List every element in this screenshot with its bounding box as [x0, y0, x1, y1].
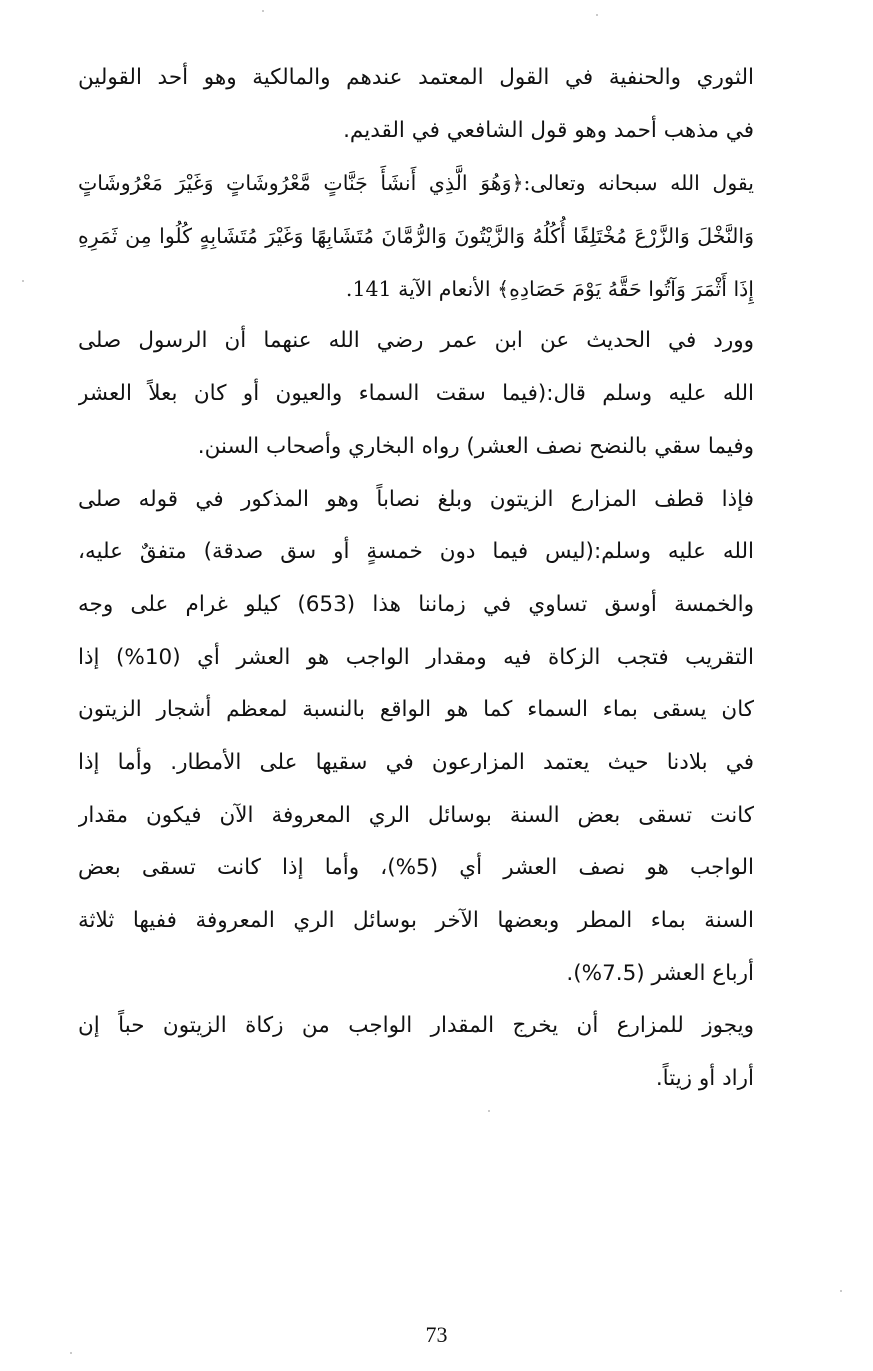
text-line: وورد في الحديث عن ابن عمر رضي الله عنهما أن الرسول صلى	[78, 328, 754, 354]
verse-line: وَالنَّخْلَ وَالزَّرْعَ مُخْتَلِفًا أُكُلُهُ وَالزَّيْتُونَ وَالرُّمَّانَ مُتَشَابِهًا وَغَيْرَ مُتَشَابِهٍ كُلُوا مِن ثَمَرِهِ	[78, 224, 754, 249]
text-line: وفيما سقي بالنضح نصف العشر) رواه البخاري وأصحاب السنن.	[197, 433, 754, 459]
page-body	[78, 52, 754, 1106]
page-number: 73	[425, 1322, 448, 1347]
verse-line: إِذَا أَثْمَرَ وَآتُوا حَقَّهُ يَوْمَ حَصَادِهِ﴾ الأنعام الآية 141.	[345, 276, 754, 301]
scan-speck	[22, 280, 24, 282]
scan-speck	[488, 1110, 490, 1112]
text-line: ويجوز للمزارع أن يخرج المقدار الواجب من زكاة الزيتون حباً إن	[78, 1013, 754, 1039]
text-line: والخمسة أوسق تساوي في زماننا هذا (653) كيلو غرام على وجه	[78, 591, 754, 617]
text-line: أرباع العشر (7.5%).	[566, 960, 754, 986]
verse-line: يقول الله سبحانه وتعالى:﴿وَهُوَ الَّذِي أَنشَأَ جَنَّاتٍ مَّعْرُوشَاتٍ وَغَيْرَ مَعْرُوشَاتٍ	[78, 171, 754, 196]
scan-speck	[596, 14, 598, 16]
scan-speck	[70, 1352, 72, 1354]
text-line: في بلادنا حيث يعتمد المزارعون في سقيها على الأمطار. وأما إذا	[78, 749, 754, 775]
text-line: التقريب فتجب الزكاة فيه ومقدار الواجب هو العشر أي (10%) إذا	[78, 644, 754, 670]
text-line: الثوري والحنفية في القول المعتمد عندهم والمالكية وهو أحد القولين	[78, 65, 754, 90]
text-line: فإذا قطف المزارع الزيتون وبلغ نصاباً وهو المذكور في قوله صلى	[78, 486, 754, 512]
scan-speck	[840, 1290, 842, 1292]
text-line: الواجب هو نصف العشر أي (5%)، وأما إذا كانت تسقى بعض	[78, 855, 754, 881]
text-line: السنة بماء المطر وبعضها الآخر بوسائل الري المعروفة ففيها ثلاثة	[78, 908, 754, 933]
text-line: كان يسقى بماء السماء كما هو الواقع بالنسبة لمعظم أشجار الزيتون	[78, 697, 754, 723]
text-line: كانت تسقى بعض السنة بوسائل الري المعروفة الآن فيكون مقدار	[78, 802, 754, 828]
text-line: الله عليه وسلم قال:(فيما سقت السماء والعيون أو كان بعلاً العشر	[78, 381, 754, 407]
text-line: الله عليه وسلم:(ليس فيما دون خمسةٍ أو سق صدقة) متفقٌ عليه،	[78, 539, 754, 565]
scan-speck	[262, 10, 264, 12]
text-line: في مذهب أحمد وهو قول الشافعي في القديم.	[343, 117, 754, 143]
text-line: أراد أو زيتاً.	[655, 1066, 754, 1092]
